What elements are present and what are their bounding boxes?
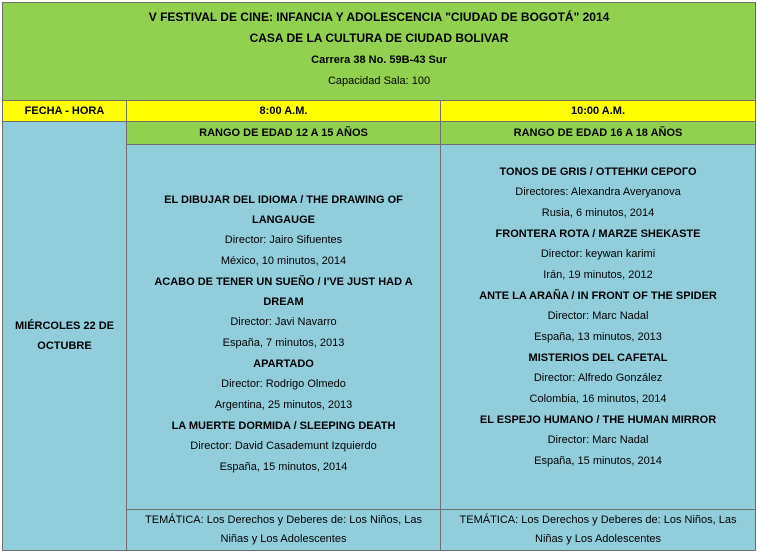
film-info: España, 13 minutos, 2013: [534, 331, 662, 343]
festival-title: V FESTIVAL DE CINE: INFANCIA Y ADOLESCENCIA "CIUDAD DE BOGOTÁ" 2014: [148, 10, 610, 24]
screening-day: MIÉRCOLES 22 DE OCTUBRE: [3, 122, 127, 551]
age-range-10am: RANGO DE EDAD 16 A 18 AÑOS: [441, 122, 756, 145]
film-title: ACABO DE TENER UN SUEÑO / I'VE JUST HAD A DREAM: [154, 276, 413, 308]
film-director: Director: Javi Navarro: [230, 316, 337, 328]
film-info: España, 15 minutos, 2014: [534, 455, 662, 467]
film-director: Director: Alfredo González: [533, 372, 663, 384]
date-time-label: FECHA - HORA: [3, 101, 127, 122]
venue-capacity: Capacidad Sala: 100: [327, 75, 431, 87]
film-info: España, 15 minutos, 2014: [219, 461, 348, 473]
film-director: Directores: Alexandra Averyanova: [515, 186, 681, 198]
film-info: Rusia, 6 minutos, 2014: [541, 207, 655, 219]
theme-8am: TEMÁTICA: Los Derechos y Deberes de: Los Niños, Las Niñas y Los Adolescentes: [127, 510, 441, 551]
film-title: ANTE LA ARAÑA / IN FRONT OF THE SPIDER: [479, 290, 717, 302]
film-info: Colombia, 16 minutos, 2014: [529, 393, 667, 405]
film-director: Director: Marc Nadal: [547, 310, 649, 322]
age-range-8am: RANGO DE EDAD 12 A 15 AÑOS: [127, 122, 441, 145]
film-info: España, 7 minutos, 2013: [222, 337, 345, 349]
film-info: Irán, 19 minutos, 2012: [543, 269, 653, 281]
theme-10am: TEMÁTICA: Los Derechos y Deberes de: Los Niños, Las Niñas y Los Adolescentes: [441, 510, 756, 551]
film-director: Director: keywan karimi: [540, 248, 656, 260]
film-director: Director: Rodrigo Olmedo: [221, 378, 346, 390]
films-8am-cell: [127, 145, 441, 510]
film-title: TONOS DE GRIS / ОТТЕНКИ СЕРОГО: [499, 166, 697, 178]
film-director: Director: Jairo Sifuentes: [224, 234, 343, 246]
festival-schedule-table: [2, 2, 756, 551]
time-slot-8am: 8:00 A.M.: [127, 101, 441, 122]
venue-name: CASA DE LA CULTURA DE CIUDAD BOLIVAR: [249, 31, 509, 45]
film-director: Director: Marc Nadal: [547, 434, 649, 446]
film-title: MISTERIOS DEL CAFETAL: [528, 352, 668, 364]
venue-address: Carrera 38 No. 59B-43 Sur: [311, 54, 447, 66]
film-title: EL DIBUJAR DEL IDIOMA / THE DRAWING OF LANGAUGE: [164, 194, 403, 226]
film-info: México, 10 minutos, 2014: [220, 255, 347, 267]
time-slot-10am: 10:00 A.M.: [441, 101, 756, 122]
film-title: FRONTERA ROTA / MARZE SHEKASTE: [495, 228, 701, 240]
film-director: Director: David Casademunt Izquierdo: [190, 440, 377, 452]
film-title: LA MUERTE DORMIDA / SLEEPING DEATH: [171, 420, 396, 432]
film-title: APARTADO: [253, 358, 314, 370]
film-title: EL ESPEJO HUMANO / THE HUMAN MIRROR: [479, 414, 717, 426]
film-info: Argentina, 25 minutos, 2013: [214, 399, 353, 411]
films-10am-cell: [441, 145, 756, 510]
festival-header: [3, 3, 756, 101]
